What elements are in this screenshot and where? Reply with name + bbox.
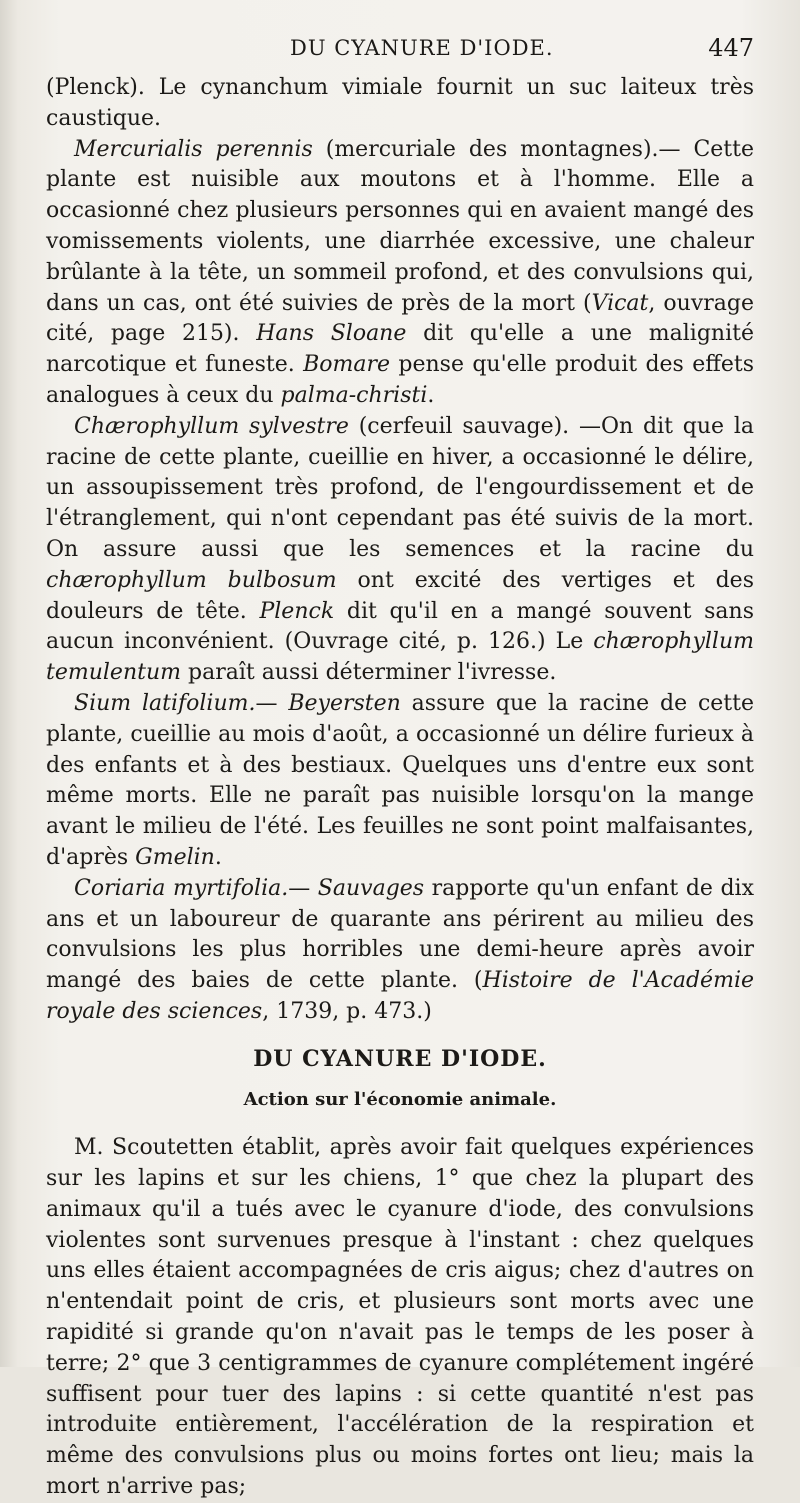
author-ref: Gmelin (135, 844, 215, 870)
author-ref: Sauvages (317, 875, 425, 901)
running-title: DU CYANURE D'IODE. (290, 36, 554, 60)
author-ref: Beyersten (288, 690, 401, 716)
species-name: Coriaria myrtifolia. (74, 875, 289, 901)
species-name: Chærophyllum sylvestre (74, 413, 349, 439)
author-ref: Hans Sloane (256, 321, 407, 347)
author-ref: Plenck (259, 598, 335, 624)
section-title: DU CYANURE D'IODE. (253, 1045, 547, 1072)
species-ref: chærophyllum bulbosum (46, 567, 337, 593)
page-body (46, 73, 754, 1503)
section-subtitle: Action sur l'économie animale. (243, 1088, 557, 1110)
paragraph-plenck: (Plenck). Le cynanchum vimiale fournit un suc laiteux très caustique. (46, 75, 754, 131)
page-header (0, 36, 800, 70)
species-ref: chærophyllum temulentum (46, 629, 754, 686)
paragraph-scoutetten: M. Scoutetten établit, après avoir fait quelques expériences sur les lapins et sur les chiens, 1° que chez la plupart des animaux qu'il a tués avec le cyanure d'iode, des convulsions violentes sont survenues presque à l'instant : chez quelques uns elles étaient accompagnées de cris aigus; chez d'autres on n'entendait point de cris, et plusieurs sont morts avec une rapidité si grande qu'on n'avait pas le temps de les poser à terre; 2° que 3 centigrammes de cyanure complétement ingéré suffisent pour tuer des lapins : si cette quantité n'est pas introduite entièrement, l'accélération de la respiration et même des convulsions plus ou moins fortes ont lieu; mais la mort n'arrive pas; (46, 1135, 754, 1500)
paragraph-chaerophyllum: Chærophyllum sylvestre (cerfeuil sauvage). —On dit que la racine de cette plante, cueillie en hiver, a occasionné le délire, un assoupissement très profond, de l'engourdissement et de l'étranglement, qui n'ont cependant pas été suivis de la mort. On assure aussi que les semences et la racine du chærophyllum bulbosum ont excité des vertiges et des douleurs de tête. Plenck dit qu'il en a mangé souvent sans aucun inconvénient. (Ouvrage cité, p. 126.) Le chærophyllum temulentum paraît aussi déterminer l'ivresse. (46, 413, 754, 686)
paragraph-mercurialis: Mercurialis perennis (mercuriale des montagnes).— Cette plante est nuisible aux moutons et à l'homme. Elle a occasionné chez plusieurs personnes qui en avaient mangé des vomissements violents, une diarrhée excessive, une chaleur brûlante à la tête, un sommeil profond, et des convulsions qui, dans un cas, ont été suivies de près de la mort (Vicat, ouvrage cité, page 215). Hans Sloane dit qu'elle a une malignité narcotique et funeste. Bomare pense qu'elle produit des effets analogues à ceux du palma-christi. (46, 136, 755, 408)
page-number: 447 (708, 34, 754, 62)
paragraph-coriaria: Coriaria myrtifolia.— Sauvages rapporte qu'un enfant de dix ans et un laboureur de quarante ans périrent au milieu des convulsions les plus horribles une demi-heure après avoir mangé des baies de cette plante. (Histoire de l'Académie royale des sciences, 1739, p. 473.) (46, 875, 754, 1024)
citation-ref: Histoire de l'Académie royale des sciences (46, 968, 754, 1024)
author-ref: Vicat (591, 290, 649, 316)
species-name: Mercurialis perennis (74, 136, 313, 162)
species-ref: palma-christi (280, 382, 428, 408)
species-name: Sium latifolium. (74, 690, 256, 716)
author-ref: Bomare (303, 352, 391, 378)
paragraph-sium: Sium latifolium.— Beyersten assure que la racine de cette plante, cueillie au mois d'août, a occasionné un délire furieux à des enfants et à des bestiaux. Quelques uns d'entre eux sont même morts. Elle ne paraît pas nuisible lorsqu'on la mange avant le milieu de l'été. Les feuilles ne sont point malfaisantes, d'après Gmelin. (46, 690, 754, 870)
